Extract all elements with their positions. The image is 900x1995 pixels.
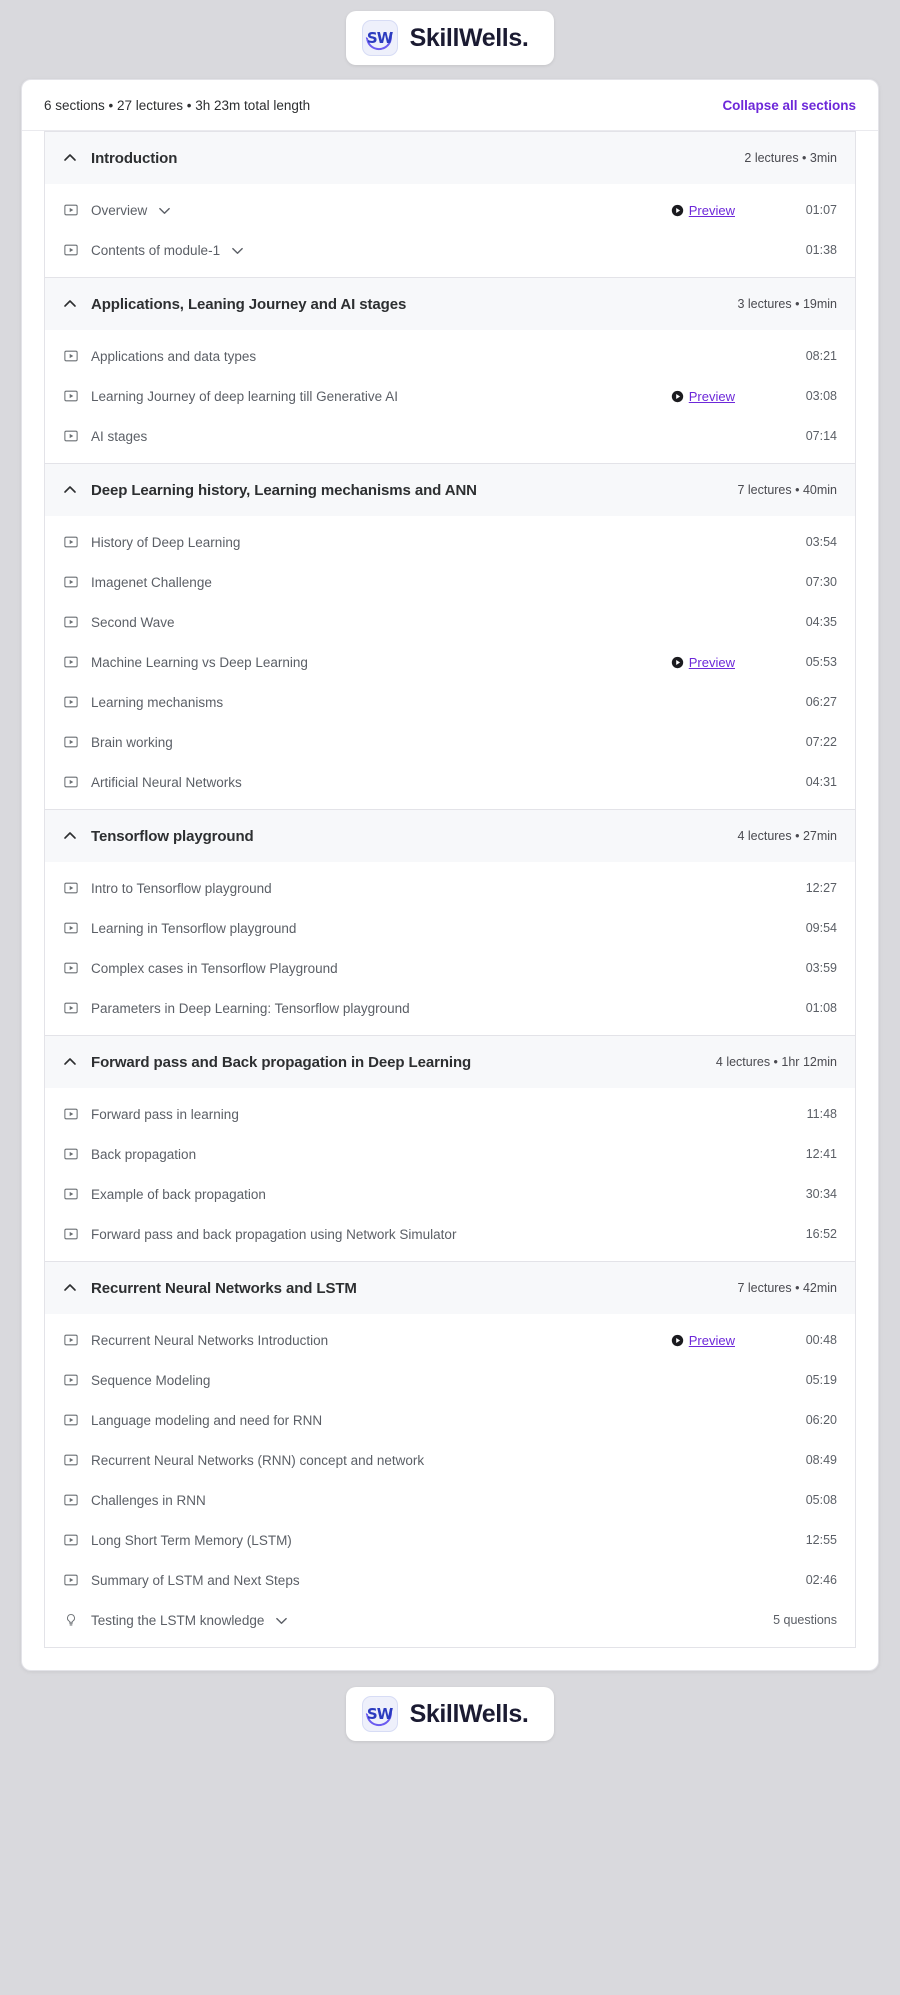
lecture-row[interactable] bbox=[45, 1480, 855, 1520]
lecture-row[interactable] bbox=[45, 1440, 855, 1480]
video-icon bbox=[59, 1328, 83, 1352]
lecture-row[interactable] bbox=[45, 948, 855, 988]
lecture-duration: 12:27 bbox=[805, 881, 837, 895]
lecture-title[interactable]: Complex cases in Tensorflow Playground bbox=[91, 960, 338, 976]
lecture-row[interactable] bbox=[45, 642, 855, 682]
lecture-title[interactable]: Learning in Tensorflow playground bbox=[91, 920, 297, 936]
lecture-title[interactable]: Learning Journey of deep learning till Generative AI bbox=[91, 388, 398, 404]
video-icon bbox=[59, 530, 83, 554]
lecture-duration: 01:38 bbox=[805, 243, 837, 257]
chevron-down-icon[interactable] bbox=[226, 240, 248, 260]
lecture-row[interactable] bbox=[45, 336, 855, 376]
lecture-row[interactable] bbox=[45, 1400, 855, 1440]
lecture-row[interactable] bbox=[45, 908, 855, 948]
sections-list bbox=[22, 131, 878, 1670]
lecture-title[interactable]: Long Short Term Memory (LSTM) bbox=[91, 1532, 292, 1548]
lecture-row[interactable] bbox=[45, 682, 855, 722]
lecture-row[interactable] bbox=[45, 1600, 855, 1640]
lecture-row[interactable] bbox=[45, 522, 855, 562]
video-icon bbox=[59, 916, 83, 940]
lecture-list bbox=[45, 1088, 855, 1261]
video-icon bbox=[59, 650, 83, 674]
lecture-row[interactable] bbox=[45, 988, 855, 1028]
brand-logo-bottom bbox=[346, 1687, 555, 1741]
video-icon bbox=[59, 1368, 83, 1392]
video-icon bbox=[59, 1222, 83, 1246]
section-meta: 4 lectures • 27min bbox=[737, 829, 837, 843]
video-icon bbox=[59, 1448, 83, 1472]
lecture-title[interactable]: Challenges in RNN bbox=[91, 1492, 206, 1508]
lecture-row[interactable] bbox=[45, 416, 855, 456]
brand-mark-text: SW bbox=[366, 29, 393, 47]
lecture-duration: 11:48 bbox=[806, 1107, 837, 1121]
chevron-up-icon[interactable] bbox=[59, 1051, 81, 1073]
curriculum-section bbox=[44, 1036, 856, 1262]
video-icon bbox=[59, 690, 83, 714]
section-header[interactable] bbox=[45, 132, 855, 184]
video-icon bbox=[59, 198, 83, 222]
lecture-row[interactable] bbox=[45, 1214, 855, 1254]
lecture-title[interactable]: Learning mechanisms bbox=[91, 694, 224, 710]
section-meta: 7 lectures • 42min bbox=[737, 1281, 837, 1295]
brand-mark-text-bottom: SW bbox=[366, 1705, 393, 1723]
lecture-title[interactable]: Artificial Neural Networks bbox=[91, 774, 242, 790]
lecture-duration: 16:52 bbox=[805, 1227, 837, 1241]
lecture-title[interactable]: History of Deep Learning bbox=[91, 534, 241, 550]
video-icon bbox=[59, 1102, 83, 1126]
chevron-up-icon[interactable] bbox=[59, 479, 81, 501]
lecture-duration: 03:08 bbox=[805, 389, 837, 403]
lecture-duration: 02:46 bbox=[805, 1573, 837, 1587]
lecture-row[interactable] bbox=[45, 562, 855, 602]
section-title: Deep Learning history, Learning mechanisms and ANN bbox=[91, 481, 477, 499]
lecture-duration: 03:54 bbox=[805, 535, 837, 549]
lecture-duration: 05:19 bbox=[805, 1373, 837, 1387]
curriculum-header bbox=[22, 80, 878, 131]
lecture-title[interactable]: Machine Learning vs Deep Learning bbox=[91, 654, 308, 670]
chevron-up-icon[interactable] bbox=[59, 1277, 81, 1299]
lecture-duration: 08:21 bbox=[805, 349, 837, 363]
lecture-duration: 06:27 bbox=[805, 695, 837, 709]
lecture-title[interactable]: Applications and data types bbox=[91, 348, 257, 364]
skillwells-logo-icon bbox=[362, 20, 398, 56]
lecture-title[interactable]: Sequence Modeling bbox=[91, 1372, 211, 1388]
preview-label: Preview bbox=[688, 1332, 735, 1348]
curriculum-section bbox=[44, 278, 856, 464]
section-header[interactable] bbox=[45, 1036, 855, 1088]
curriculum-section bbox=[44, 131, 856, 278]
video-icon bbox=[59, 610, 83, 634]
lecture-duration: 08:49 bbox=[805, 1453, 837, 1467]
section-meta: 7 lectures • 40min bbox=[737, 483, 837, 497]
lecture-duration: 01:08 bbox=[805, 1001, 837, 1015]
section-title: Applications, Leaning Journey and AI stages bbox=[91, 295, 407, 313]
curriculum-section bbox=[44, 810, 856, 1036]
lecture-title[interactable]: Brain working bbox=[91, 734, 173, 750]
lecture-list bbox=[45, 862, 855, 1035]
chevron-up-icon[interactable] bbox=[59, 147, 81, 169]
video-icon bbox=[59, 570, 83, 594]
lecture-duration: 09:54 bbox=[805, 921, 837, 935]
video-icon bbox=[59, 384, 83, 408]
chevron-up-icon[interactable] bbox=[59, 293, 81, 315]
lecture-title[interactable]: Second Wave bbox=[91, 614, 175, 630]
lecture-title[interactable]: AI stages bbox=[91, 428, 148, 444]
chevron-down-icon[interactable] bbox=[270, 1610, 292, 1630]
course-summary: 6 sections • 27 lectures • 3h 23m total length bbox=[44, 98, 311, 113]
lecture-list bbox=[45, 330, 855, 463]
brand-name-bottom: SkillWells. bbox=[409, 1699, 529, 1728]
preview-button[interactable] bbox=[671, 1333, 735, 1348]
lecture-list bbox=[45, 516, 855, 809]
preview-button[interactable] bbox=[671, 655, 735, 670]
lecture-title[interactable]: Forward pass in learning bbox=[91, 1106, 239, 1122]
lecture-row[interactable] bbox=[45, 376, 855, 416]
curriculum-section bbox=[44, 1262, 856, 1648]
lecture-duration: 05:53 bbox=[805, 655, 837, 669]
video-icon bbox=[59, 1528, 83, 1552]
play-circle-icon bbox=[671, 204, 684, 217]
lecture-list bbox=[45, 1314, 855, 1647]
lecture-row[interactable] bbox=[45, 190, 855, 230]
lecture-duration: 06:20 bbox=[805, 1413, 837, 1427]
lecture-title[interactable]: Back propagation bbox=[91, 1146, 197, 1162]
chevron-up-icon[interactable] bbox=[59, 825, 81, 847]
lecture-row[interactable] bbox=[45, 1134, 855, 1174]
curriculum-section bbox=[44, 464, 856, 810]
section-header[interactable] bbox=[45, 1262, 855, 1314]
video-icon bbox=[59, 344, 83, 368]
lecture-row[interactable] bbox=[45, 1320, 855, 1360]
section-meta: 2 lectures • 3min bbox=[744, 151, 837, 165]
section-title: Forward pass and Back propagation in Deep Learning bbox=[91, 1053, 472, 1071]
lecture-duration: 05:08 bbox=[805, 1493, 837, 1507]
video-icon bbox=[59, 238, 83, 262]
lecture-title[interactable]: Example of back propagation bbox=[91, 1186, 266, 1202]
video-icon bbox=[59, 1568, 83, 1592]
video-icon bbox=[59, 996, 83, 1020]
lecture-title[interactable]: Testing the LSTM knowledge bbox=[91, 1612, 265, 1628]
collapse-all-sections-button[interactable]: Collapse all sections bbox=[722, 98, 856, 113]
lecture-row[interactable] bbox=[45, 602, 855, 642]
lecture-duration: 5 questions bbox=[773, 1613, 837, 1627]
section-title: Tensorflow playground bbox=[91, 827, 254, 845]
video-icon bbox=[59, 770, 83, 794]
section-meta: 4 lectures • 1hr 12min bbox=[715, 1055, 837, 1069]
lecture-row[interactable] bbox=[45, 1094, 855, 1134]
lecture-row[interactable] bbox=[45, 230, 855, 270]
video-icon bbox=[59, 1408, 83, 1432]
lecture-title[interactable]: Recurrent Neural Networks (RNN) concept and network bbox=[91, 1452, 425, 1468]
lecture-title[interactable]: Imagenet Challenge bbox=[91, 574, 212, 590]
brand-logo-top bbox=[346, 11, 555, 65]
lecture-duration: 07:22 bbox=[805, 735, 837, 749]
lecture-duration: 07:30 bbox=[805, 575, 837, 589]
lecture-title[interactable]: Summary of LSTM and Next Steps bbox=[91, 1572, 300, 1588]
preview-label: Preview bbox=[688, 388, 735, 404]
section-meta: 3 lectures • 19min bbox=[737, 297, 837, 311]
section-header[interactable] bbox=[45, 464, 855, 516]
lecture-duration: 03:59 bbox=[805, 961, 837, 975]
section-header[interactable] bbox=[45, 278, 855, 330]
play-circle-icon bbox=[671, 390, 684, 403]
preview-button[interactable] bbox=[671, 203, 735, 218]
lecture-row[interactable] bbox=[45, 1360, 855, 1400]
video-icon bbox=[59, 876, 83, 900]
course-curriculum-card bbox=[21, 79, 879, 1671]
video-icon bbox=[59, 424, 83, 448]
lecture-duration: 04:31 bbox=[805, 775, 837, 789]
lecture-list bbox=[45, 184, 855, 277]
preview-label: Preview bbox=[688, 654, 735, 670]
skillwells-logo-icon-bottom bbox=[362, 1696, 398, 1732]
lecture-title[interactable]: Overview bbox=[91, 202, 148, 218]
video-icon bbox=[59, 956, 83, 980]
section-header[interactable] bbox=[45, 810, 855, 862]
play-circle-icon bbox=[671, 656, 684, 669]
lecture-duration: 12:55 bbox=[805, 1533, 837, 1547]
video-icon bbox=[59, 1488, 83, 1512]
lecture-duration: 07:14 bbox=[805, 429, 837, 443]
lecture-row[interactable] bbox=[45, 722, 855, 762]
lecture-duration: 01:07 bbox=[805, 203, 837, 217]
preview-button[interactable] bbox=[671, 389, 735, 404]
lecture-row[interactable] bbox=[45, 868, 855, 908]
chevron-down-icon[interactable] bbox=[153, 200, 175, 220]
play-circle-icon bbox=[671, 1334, 684, 1347]
lecture-title[interactable]: Contents of module-1 bbox=[91, 242, 221, 258]
preview-label: Preview bbox=[688, 202, 735, 218]
lecture-row[interactable] bbox=[45, 1174, 855, 1214]
lecture-title[interactable]: Language modeling and need for RNN bbox=[91, 1412, 323, 1428]
section-title: Introduction bbox=[91, 149, 178, 167]
lecture-duration: 30:34 bbox=[805, 1187, 837, 1201]
section-title: Recurrent Neural Networks and LSTM bbox=[91, 1279, 357, 1297]
video-icon bbox=[59, 730, 83, 754]
lecture-row[interactable] bbox=[45, 762, 855, 802]
video-icon bbox=[59, 1142, 83, 1166]
lecture-title[interactable]: Recurrent Neural Networks Introduction bbox=[91, 1332, 329, 1348]
lecture-title[interactable]: Parameters in Deep Learning: Tensorflow playground bbox=[91, 1000, 410, 1016]
quiz-icon bbox=[59, 1608, 83, 1632]
lecture-duration: 12:41 bbox=[805, 1147, 837, 1161]
lecture-duration: 04:35 bbox=[805, 615, 837, 629]
brand-name-top: SkillWells. bbox=[409, 23, 529, 52]
lecture-row[interactable] bbox=[45, 1520, 855, 1560]
lecture-duration: 00:48 bbox=[805, 1333, 837, 1347]
video-icon bbox=[59, 1182, 83, 1206]
lecture-title[interactable]: Intro to Tensorflow playground bbox=[91, 880, 272, 896]
lecture-row[interactable] bbox=[45, 1560, 855, 1600]
lecture-title[interactable]: Forward pass and back propagation using Network Simulator bbox=[91, 1226, 457, 1242]
